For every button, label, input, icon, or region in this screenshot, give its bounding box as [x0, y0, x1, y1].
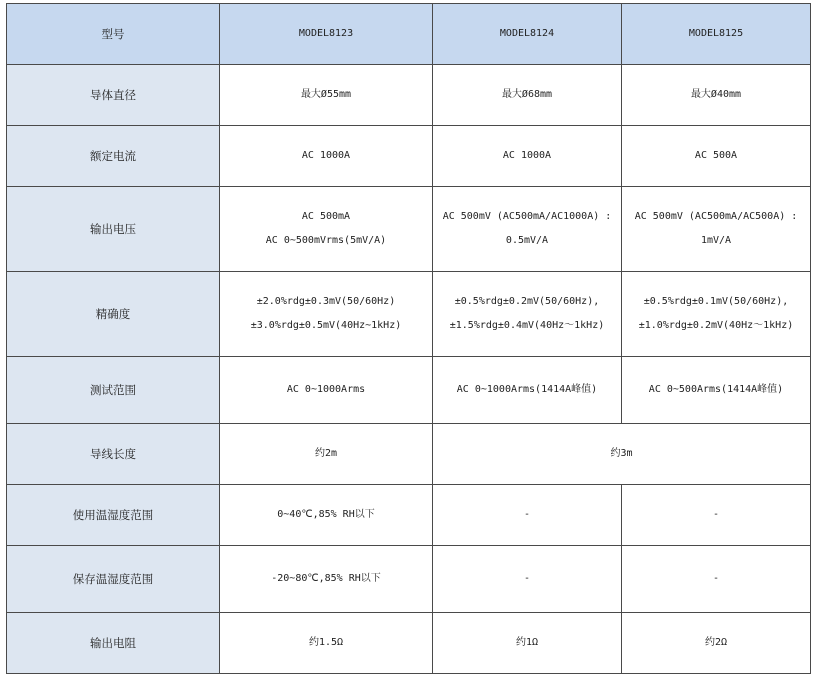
spec-table: [6, 3, 811, 674]
resistance-8124: 约1Ω: [433, 613, 622, 674]
lead-row: [7, 424, 811, 485]
voltage-8125: [622, 187, 811, 272]
voltage-8124-line-2: 0.5mV/A: [505, 235, 549, 246]
lead-8124-8125: 约3m: [433, 424, 811, 485]
header-row: [7, 4, 811, 65]
current-row: [7, 126, 811, 187]
accuracy-8123-line-2: ±3.0%rdg±0.5mV(40Hz~1kHz): [250, 320, 402, 331]
voltage-8123-line-2: AC 0~500mVrms(5mV/A): [265, 235, 387, 246]
storage-env-8125: -: [622, 546, 811, 613]
range-8123: AC 0~1000Arms: [220, 357, 433, 424]
use-env-8124: -: [433, 485, 622, 546]
storage-env-8124: -: [433, 546, 622, 613]
resistance-8125: 约2Ω: [622, 613, 811, 674]
accuracy-8124-line-2: ±1.5%rdg±0.4mV(40Hz～1kHz): [449, 320, 605, 331]
accuracy-row: [7, 272, 811, 357]
diameter-8124: 最大Ø68mm: [433, 65, 622, 126]
diameter-label: 导体直径: [7, 65, 220, 126]
storage-env-label: 保存温湿度范围: [7, 546, 220, 613]
lead-8123: 约2m: [220, 424, 433, 485]
range-8125: AC 0~500Arms(1414A峰值): [622, 357, 811, 424]
current-8124: AC 1000A: [433, 126, 622, 187]
model-8125: MODEL8125: [622, 4, 811, 65]
accuracy-8123-line-1: ±2.0%rdg±0.3mV(50/60Hz): [256, 296, 396, 307]
voltage-label: 输出电压: [7, 187, 220, 272]
accuracy-8124-line-1: ±0.5%rdg±0.2mV(50/60Hz),: [454, 296, 600, 307]
accuracy-8125: [622, 272, 811, 357]
range-row: [7, 357, 811, 424]
model-label: 型号: [7, 4, 220, 65]
diameter-row: [7, 65, 811, 126]
resistance-label: 输出电阻: [7, 613, 220, 674]
diameter-8125: 最大Ø40mm: [622, 65, 811, 126]
diameter-8123: 最大Ø55mm: [220, 65, 433, 126]
storage-env-8123: -20~80℃,85% RH以下: [220, 546, 433, 613]
voltage-8123: [220, 187, 433, 272]
accuracy-8123: [220, 272, 433, 357]
model-8124: MODEL8124: [433, 4, 622, 65]
voltage-8124-line-1: AC 500mV (AC500mA/AC1000A) :: [442, 211, 612, 222]
accuracy-label: 精确度: [7, 272, 220, 357]
voltage-8124: [433, 187, 622, 272]
use-env-8123: 0~40℃,85% RH以下: [220, 485, 433, 546]
use-env-row: [7, 485, 811, 546]
current-8125: AC 500A: [622, 126, 811, 187]
accuracy-8124: [433, 272, 622, 357]
range-label: 测试范围: [7, 357, 220, 424]
accuracy-8125-line-2: ±1.0%rdg±0.2mV(40Hz～1kHz): [638, 320, 794, 331]
model-8123: MODEL8123: [220, 4, 433, 65]
voltage-8125-line-1: AC 500mV (AC500mA/AC500A) :: [634, 211, 798, 222]
lead-label: 导线长度: [7, 424, 220, 485]
resistance-8123: 约1.5Ω: [220, 613, 433, 674]
use-env-8125: -: [622, 485, 811, 546]
use-env-label: 使用温湿度范围: [7, 485, 220, 546]
range-8124: AC 0~1000Arms(1414A峰值): [433, 357, 622, 424]
voltage-row: [7, 187, 811, 272]
voltage-8123-line-1: AC 500mA: [301, 211, 351, 222]
voltage-8125-line-2: 1mV/A: [700, 235, 732, 246]
storage-env-row: [7, 546, 811, 613]
current-label: 额定电流: [7, 126, 220, 187]
accuracy-8125-line-1: ±0.5%rdg±0.1mV(50/60Hz),: [643, 296, 789, 307]
current-8123: AC 1000A: [220, 126, 433, 187]
resistance-row: [7, 613, 811, 674]
